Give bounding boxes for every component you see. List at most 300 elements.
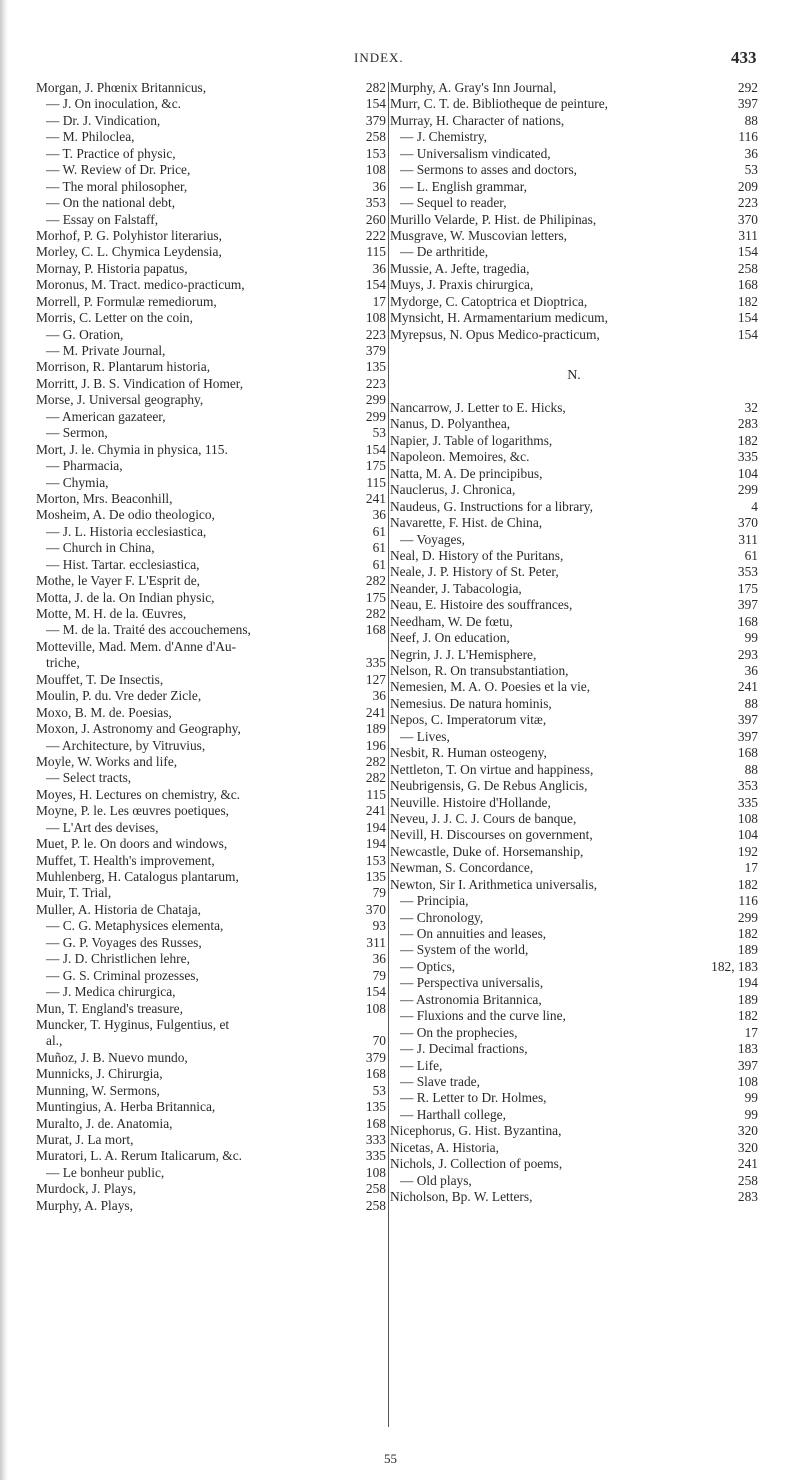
entry-page-ref: 194 [737, 975, 758, 991]
entry-page-ref: 258 [365, 129, 386, 145]
entry-page-ref: 258 [365, 1197, 386, 1213]
index-entry [36, 968, 386, 984]
entry-page-ref: 108 [365, 162, 386, 178]
section-letter-n: N. [567, 368, 581, 383]
index-entry [36, 475, 386, 491]
entry-text: Motte, M. H. de la. Œuvres, [36, 606, 187, 621]
entry-page-ref: 104 [737, 827, 758, 843]
entry-page-ref: 282 [365, 606, 386, 621]
entry-page-ref: 135 [365, 869, 386, 884]
index-entry [36, 902, 386, 918]
entry-text: — Harthall college, [400, 1106, 506, 1122]
entry-page-ref: 320 [737, 1123, 758, 1139]
index-entry [36, 1066, 386, 1082]
entry-text: Motteville, Mad. Mem. d'Anne d'Au- [36, 638, 237, 654]
index-entry [390, 1123, 758, 1139]
entry-page-ref: 168 [737, 745, 758, 761]
entry-page-ref: 335 [737, 449, 758, 465]
index-entry [390, 959, 758, 975]
entry-text: Motta, J. de la. On Indian physic, [36, 589, 215, 605]
index-entry [390, 1058, 758, 1074]
entry-page-ref: 61 [744, 547, 758, 563]
entry-page-ref: 241 [365, 490, 386, 506]
index-entry [390, 729, 758, 745]
index-entry [36, 754, 386, 770]
entry-text: Neuville. Histoire d'Hollande, [390, 794, 551, 810]
entry-page-ref: 183 [737, 1041, 758, 1057]
entry-text: — J. D. Christlichen lehre, [46, 951, 190, 967]
entry-page-ref: 379 [365, 1049, 386, 1065]
index-entry [390, 80, 758, 96]
entry-page-ref: 17 [372, 293, 386, 309]
index-entry [36, 146, 386, 162]
entry-text: Moxon, J. Astronomy and Geography, [36, 721, 241, 737]
index-entry [390, 244, 758, 260]
entry-page-ref: 154 [365, 984, 386, 1000]
entry-page-ref: 182 [737, 293, 758, 309]
entry-text: Neale, J. P. History of St. Peter, [390, 564, 559, 580]
entry-page-ref: 153 [365, 145, 386, 161]
index-entry [390, 926, 758, 942]
entry-page-ref: 299 [365, 408, 386, 424]
index-entry [36, 721, 386, 737]
entry-page-ref: 61 [372, 523, 386, 539]
index-entry [390, 778, 758, 794]
entry-text: — Sermon, [46, 425, 108, 441]
entry-page-ref: 194 [365, 819, 386, 835]
index-entry [390, 113, 758, 129]
index-entry [390, 1074, 758, 1090]
index-entry [390, 310, 758, 326]
entry-page-ref: 189 [737, 942, 758, 958]
entry-text: Naudeus, G. Instructions for a library, [390, 498, 593, 514]
entry-page-ref: 182 [737, 926, 758, 941]
index-entry [390, 860, 758, 876]
entry-page-ref: 241 [737, 679, 758, 695]
entry-page-ref: 182 [737, 876, 758, 892]
entry-text: Muffet, T. Health's improvement, [36, 852, 215, 868]
index-entry [390, 1090, 758, 1106]
entry-page-ref: 168 [365, 1115, 386, 1131]
entry-page-ref: 53 [372, 425, 386, 441]
entry-text: Myrepsus, N. Opus Medico-practicum, [390, 326, 600, 342]
index-entry [390, 548, 758, 564]
entry-text: Moulin, P. du. Vre deder Zicle, [36, 688, 202, 704]
index-entry [36, 836, 386, 852]
entry-text: Nicetas, A. Historia, [390, 1139, 499, 1155]
entry-text: Morley, C. L. Chymica Leydensia, [36, 244, 222, 260]
index-entry [36, 376, 386, 392]
index-entry [390, 1041, 758, 1057]
entry-text: — Hist. Tartar. ecclesiastica, [46, 556, 200, 572]
entry-page-ref: 36 [372, 178, 386, 194]
index-entry [390, 1008, 758, 1024]
entry-page-ref: 168 [737, 613, 758, 629]
entry-text: — G. S. Criminal prozesses, [46, 967, 199, 983]
entry-text: Nauclerus, J. Chronica, [390, 482, 516, 498]
entry-text: Nicephorus, G. Hist. Byzantina, [390, 1123, 562, 1139]
entry-text: Morrison, R. Plantarum historia, [36, 359, 211, 375]
index-entry [390, 696, 758, 712]
entry-text: Mussie, A. Jefte, tragedia, [390, 260, 530, 276]
entry-page-ref: 182 [737, 432, 758, 448]
index-entry [36, 1001, 386, 1017]
entry-text: — Perspectiva universalis, [400, 975, 544, 991]
entry-text: — T. Practice of physic, [46, 145, 176, 161]
entry-page-ref: 196 [365, 737, 386, 753]
entry-page-ref: 32 [744, 400, 758, 415]
page-header [0, 50, 800, 72]
index-entry [390, 663, 758, 679]
index-entry [36, 738, 386, 754]
entry-page-ref: 88 [744, 112, 758, 128]
entry-page-ref: 153 [365, 852, 386, 868]
index-entry [390, 1107, 758, 1123]
entry-text: Neal, D. History of the Puritans, [390, 547, 564, 563]
entry-page-ref: 135 [365, 1099, 386, 1115]
index-entry [390, 893, 758, 909]
entry-text: Nemesien, M. A. O. Poesies et la vie, [390, 679, 591, 695]
index-entry [36, 1132, 386, 1148]
index-entry [390, 1189, 758, 1205]
entry-page-ref: 88 [744, 695, 758, 711]
index-entry [36, 524, 386, 540]
entry-text: Natta, M. A. De principibus, [390, 465, 543, 481]
entry-page-ref: 397 [737, 96, 758, 112]
entry-text: Munning, W. Sermons, [36, 1082, 160, 1098]
entry-text: — Life, [400, 1057, 443, 1073]
entry-text: — L'Art des devises, [46, 819, 159, 835]
entry-text: — J. On inoculation, &c. [46, 96, 182, 112]
entry-page-ref: 299 [737, 482, 758, 498]
entry-text: Morrell, P. Formulæ remediorum, [36, 293, 217, 309]
entry-page-ref: 241 [737, 1156, 758, 1172]
entry-text: — The moral philosopher, [46, 178, 188, 194]
index-entry [390, 228, 758, 244]
index-entry [36, 1033, 386, 1049]
entry-page-ref: 36 [744, 145, 758, 161]
entry-text: Moronus, M. Tract. medico-practicum, [36, 277, 245, 293]
index-entry [36, 425, 386, 441]
entry-text: — Le bonheur public, [46, 1164, 165, 1180]
entry-text: Nelson, R. On transubstantiation, [390, 663, 569, 678]
entry-text: Napier, J. Table of logarithms, [390, 432, 553, 448]
index-entry [36, 1165, 386, 1181]
entry-text: — J. Chemistry, [400, 129, 487, 145]
entry-page-ref: 370 [737, 515, 758, 531]
index-entry [390, 162, 758, 178]
index-entry [390, 129, 758, 145]
entry-text: Neveu, J. J. C. J. Cours de banque, [390, 810, 577, 826]
entry-page-ref: 154 [365, 441, 386, 457]
entry-text: — M. Philoclea, [46, 129, 135, 145]
entry-page-ref: 241 [365, 704, 386, 720]
entry-page-ref: 61 [372, 556, 386, 572]
entry-page-ref: 283 [737, 1189, 758, 1204]
entry-page-ref: 311 [366, 934, 386, 950]
column-divider [388, 82, 389, 1427]
index-entry [390, 712, 758, 728]
index-entry [36, 705, 386, 721]
entry-page-ref: 241 [365, 803, 386, 819]
index-entry [36, 655, 386, 671]
entry-text: Muhlenberg, H. Catalogus plantarum, [36, 869, 239, 884]
entry-page-ref: 299 [365, 392, 386, 408]
entry-text: Muet, P. le. On doors and windows, [36, 836, 228, 852]
entry-text: Muir, T. Trial, [36, 885, 112, 901]
running-head: INDEX. [354, 50, 404, 65]
index-entry [36, 803, 386, 819]
index-entry [36, 113, 386, 129]
entry-text: Mouffet, T. De Insectis, [36, 671, 164, 687]
index-entry [390, 614, 758, 630]
entry-page-ref: 292 [737, 80, 758, 95]
entry-page-ref: 53 [744, 162, 758, 178]
index-entry [36, 1017, 386, 1033]
index-entry [36, 409, 386, 425]
index-entries-n [390, 400, 758, 1205]
entry-page-ref: 335 [737, 794, 758, 810]
entry-text: — R. Letter to Dr. Holmes, [400, 1090, 547, 1106]
entry-page-ref: 320 [737, 1139, 758, 1155]
entry-page-ref: 223 [365, 326, 386, 342]
index-entry [36, 557, 386, 573]
entry-page-ref: 154 [365, 277, 386, 293]
index-entry [36, 885, 386, 901]
entry-text: Nepos, C. Imperatorum vitæ, [390, 712, 547, 728]
entry-text: Mynsicht, H. Armamentarium medicum, [390, 310, 608, 326]
index-entry [390, 1173, 758, 1189]
entry-text: Muñoz, J. B. Nuevo mundo, [36, 1049, 188, 1065]
entry-text: — Architecture, by Vitruvius, [46, 737, 206, 753]
index-entry [390, 1025, 758, 1041]
entry-text: Murphy, A. Plays, [36, 1197, 133, 1213]
index-entry [390, 212, 758, 228]
index-entry [390, 762, 758, 778]
entry-page-ref: 397 [737, 597, 758, 613]
index-entry [36, 1050, 386, 1066]
entry-page-ref: 53 [372, 1082, 386, 1098]
entry-text: — Old plays, [400, 1172, 472, 1188]
entry-text: Napoleon. Memoires, &c. [390, 449, 530, 465]
entry-page-ref: 192 [737, 843, 758, 859]
index-entry [36, 869, 386, 885]
index-entry [36, 244, 386, 260]
entry-text: — Pharmacia, [46, 458, 123, 474]
index-column-right [390, 80, 758, 1440]
entry-text: Moyle, W. Works and life, [36, 753, 178, 769]
entry-page-ref: 282 [365, 573, 386, 589]
entry-page-ref: 70 [372, 1033, 386, 1049]
entry-text: — Optics, [400, 958, 456, 974]
index-entry [390, 827, 758, 843]
entry-page-ref: 115 [366, 786, 386, 802]
entry-page-ref: 17 [744, 860, 758, 876]
index-entry [36, 261, 386, 277]
entry-page-ref: 333 [365, 1132, 386, 1147]
entry-text: Neander, J. Tabacologia, [390, 580, 522, 596]
index-entry [36, 442, 386, 458]
index-entry [36, 622, 386, 638]
entry-text: Muratori, L. A. Rerum Italicarum, &c. [36, 1148, 243, 1164]
index-entry [390, 581, 758, 597]
entry-text: — G. Oration, [46, 326, 124, 342]
entry-text: — L. English grammar, [400, 178, 528, 194]
entry-text: Muralto, J. de. Anatomia, [36, 1115, 173, 1131]
entry-text: Moxo, B. M. de. Poesias, [36, 704, 172, 720]
entry-text: Navarette, F. Hist. de China, [390, 515, 543, 531]
entry-page-ref: 282 [365, 753, 386, 769]
index-entry [36, 951, 386, 967]
index-entry [36, 1099, 386, 1115]
index-entry [36, 392, 386, 408]
entry-text: Mydorge, C. Catoptrica et Dioptrica, [390, 293, 588, 309]
entry-page-ref: 154 [737, 310, 758, 326]
entry-page-ref: 108 [365, 1164, 386, 1180]
entry-text: — American gazateer, [46, 408, 166, 424]
entry-text: Neef, J. On education, [390, 630, 510, 646]
index-entry [36, 491, 386, 507]
entry-page-ref: 135 [365, 359, 386, 375]
index-entry [390, 877, 758, 893]
entry-page-ref: 258 [365, 1181, 386, 1197]
index-entry [390, 294, 758, 310]
entry-page-ref: 154 [365, 96, 386, 112]
index-entry [390, 975, 758, 991]
index-entry [390, 277, 758, 293]
entry-text: Needham, W. De fœtu, [390, 613, 513, 629]
entry-text: Morritt, J. B. S. Vindication of Homer, [36, 375, 244, 391]
entry-text: — Essay on Falstaff, [46, 211, 159, 227]
index-entry [390, 327, 758, 343]
index-entry [390, 992, 758, 1008]
entry-text: Murdock, J. Plays, [36, 1181, 137, 1197]
index-entry [36, 820, 386, 836]
index-entry [36, 228, 386, 244]
entry-text: — De arthritide, [400, 244, 489, 260]
index-entry [390, 942, 758, 958]
index-entry [390, 745, 758, 761]
entry-text: Neau, E. Histoire des souffrances, [390, 597, 573, 613]
entry-text: — Principia, [400, 893, 469, 909]
index-entry [36, 129, 386, 145]
index-entry [390, 597, 758, 613]
entry-page-ref: 353 [365, 195, 386, 211]
entry-page-ref: 353 [737, 564, 758, 580]
entry-text: Morhof, P. G. Polyhistor literarius, [36, 227, 222, 243]
entry-text: — J. Decimal fractions, [400, 1041, 528, 1057]
index-entry [390, 400, 758, 416]
entry-text: Newcastle, Duke of. Horsemanship, [390, 843, 584, 859]
entry-text: — On annuities and leases, [400, 926, 547, 941]
entry-text: — Lives, [400, 728, 450, 744]
entry-page-ref: 36 [744, 663, 758, 678]
index-entry [36, 935, 386, 951]
entry-page-ref: 175 [365, 589, 386, 605]
entry-text: Murr, C. T. de. Bibliotheque de peinture, [390, 96, 609, 112]
index-entry [390, 499, 758, 515]
entry-page-ref: 223 [365, 375, 386, 391]
entry-text: Newman, S. Concordance, [390, 860, 534, 876]
entry-text: Muntingius, A. Herba Britannica, [36, 1099, 216, 1115]
entry-page-ref: 209 [737, 178, 758, 194]
entry-page-ref: 194 [365, 836, 386, 852]
entry-page-ref: 88 [744, 761, 758, 777]
entry-text: triche, [46, 655, 80, 671]
index-entry [36, 573, 386, 589]
entry-page-ref: 61 [372, 540, 386, 556]
index-entry [36, 639, 386, 655]
index-entry [36, 590, 386, 606]
signature-mark: 55 [384, 1451, 397, 1466]
entry-page-ref: 99 [744, 1106, 758, 1122]
entry-text: Muys, J. Praxis chirurgica, [390, 277, 534, 293]
entry-page-ref: 189 [365, 721, 386, 737]
entry-text: Muller, A. Historia de Chataja, [36, 901, 201, 917]
entry-page-ref: 293 [737, 646, 758, 662]
entry-page-ref: 108 [365, 1000, 386, 1016]
entry-text: Morse, J. Universal geography, [36, 392, 204, 408]
entry-text: Morton, Mrs. Beaconhill, [36, 490, 173, 506]
index-entry [36, 688, 386, 704]
entry-text: al., [46, 1033, 63, 1049]
entry-page-ref: 154 [737, 326, 758, 342]
entry-text: Muncker, T. Hyginus, Fulgentius, et [36, 1016, 230, 1032]
index-entry [390, 515, 758, 531]
entry-page-ref: 260 [365, 211, 386, 227]
entry-page-ref: 79 [372, 885, 386, 901]
entry-text: Mosheim, A. De odio theologico, [36, 507, 215, 523]
entry-text: — J. L. Historia ecclesiastica, [46, 523, 207, 539]
index-entry [390, 811, 758, 827]
index-entry [36, 1083, 386, 1099]
index-entry [36, 770, 386, 786]
entry-page-ref: 108 [737, 1073, 758, 1089]
entry-page-ref: 17 [744, 1024, 758, 1040]
entry-text: Neubrigensis, G. De Rebus Anglicis, [390, 778, 588, 794]
entry-page-ref: 108 [365, 310, 386, 326]
index-entry [36, 1116, 386, 1132]
entry-page-ref: 115 [366, 244, 386, 260]
entry-page-ref: 353 [737, 778, 758, 794]
entry-page-ref: 93 [372, 918, 386, 934]
entry-page-ref: 36 [372, 507, 386, 523]
index-entry [36, 195, 386, 211]
entry-text: Mothe, le Vayer F. L'Esprit de, [36, 573, 200, 589]
entry-text: Murphy, A. Gray's Inn Journal, [390, 80, 557, 95]
index-entry [390, 96, 758, 112]
entry-text: Murat, J. La mort, [36, 1132, 134, 1147]
index-entry [36, 1148, 386, 1164]
entry-text: Morris, C. Letter on the coin, [36, 310, 193, 326]
index-entry [390, 482, 758, 498]
index-entry [36, 96, 386, 112]
index-entry [390, 433, 758, 449]
entry-text: — Slave trade, [400, 1073, 480, 1089]
entry-text: Moyes, H. Lectures on chemistry, &c. [36, 786, 241, 802]
entry-page-ref: 370 [737, 211, 758, 227]
index-entry [36, 458, 386, 474]
index-entry [36, 853, 386, 869]
entry-page-ref: 258 [737, 260, 758, 276]
index-entry [36, 540, 386, 556]
index-entry [390, 679, 758, 695]
index-entry [36, 606, 386, 622]
entry-text: Nesbit, R. Human osteogeny, [390, 745, 547, 761]
entry-text: Mornay, P. Historia papatus, [36, 260, 188, 276]
index-entry [390, 564, 758, 580]
entry-page-ref: 335 [365, 655, 386, 671]
